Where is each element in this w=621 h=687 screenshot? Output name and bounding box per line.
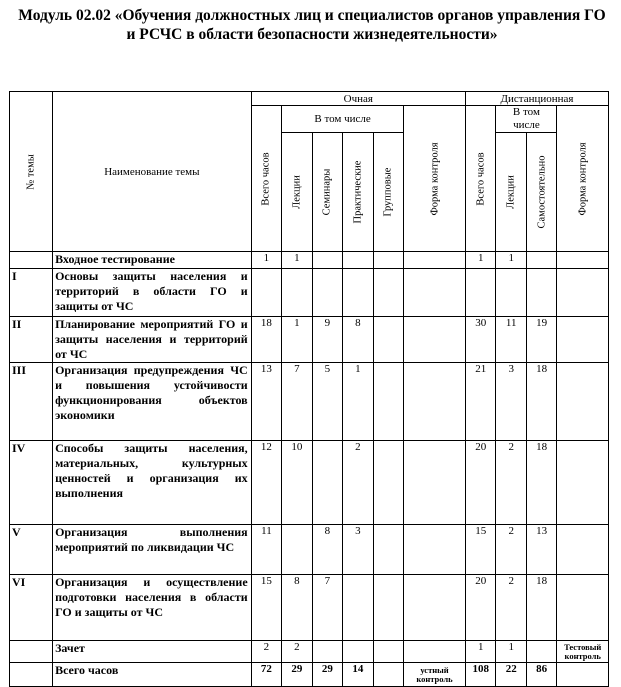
hours-cell: 20	[466, 575, 496, 641]
hours-cell: 3	[343, 525, 373, 575]
hours-cell: 1	[466, 252, 496, 269]
table-row	[10, 363, 609, 441]
including-header: В том числе	[282, 106, 404, 133]
theme-number: I	[10, 269, 53, 317]
table-row	[10, 641, 609, 663]
hours-cell	[373, 269, 403, 317]
hours-cell	[404, 575, 466, 641]
theme-name: Основы защиты населения и территорий в области ГО и защиты от ЧС	[53, 269, 252, 317]
hours-cell	[312, 269, 342, 317]
theme-number	[10, 252, 53, 269]
theme-number	[10, 641, 53, 663]
hours-cell	[526, 252, 556, 269]
theme-number: III	[10, 363, 53, 441]
hours-cell: 2	[496, 525, 526, 575]
table-row	[10, 575, 609, 641]
hours-cell: 30	[466, 317, 496, 363]
page-title: Модуль 02.02 «Обучения должностных лиц и специалистов органов управления ГО и РСЧС в области безопасности жизнедеятельности»	[18, 7, 606, 43]
hours-cell	[373, 441, 403, 525]
hours-cell	[557, 269, 609, 317]
hours-cell: 20	[466, 441, 496, 525]
hours-cell: 18	[526, 363, 556, 441]
theme-name: Способы защиты населения, материальных, культурных ценностей и организация их выполнения	[53, 441, 252, 525]
hours-cell	[343, 252, 373, 269]
hours-cell: 2	[496, 575, 526, 641]
hours-cell: 11	[496, 317, 526, 363]
hours-cell: 7	[312, 575, 342, 641]
full-time-header: Очная	[251, 92, 465, 106]
hours-cell	[526, 641, 556, 663]
including-dist-header: В том числе	[496, 106, 557, 133]
hours-cell: 3	[496, 363, 526, 441]
hours-cell: 13	[251, 363, 281, 441]
hours-cell: 29	[282, 663, 312, 687]
hours-cell	[373, 575, 403, 641]
hours-cell	[343, 575, 373, 641]
hours-cell: 2	[496, 441, 526, 525]
hours-cell: 18	[251, 317, 281, 363]
table-row	[10, 317, 609, 363]
hours-cell: 18	[526, 575, 556, 641]
hours-cell	[373, 663, 403, 687]
hours-cell	[343, 641, 373, 663]
hours-cell: 1	[282, 317, 312, 363]
hours-cell	[557, 317, 609, 363]
hours-cell	[466, 269, 496, 317]
theme-name: Входное тестирование	[53, 252, 252, 269]
hours-cell	[373, 641, 403, 663]
theme-name: Организация и осуществление подготовки населения в области ГО и защиты от ЧС	[53, 575, 252, 641]
hours-cell	[404, 269, 466, 317]
hours-cell: 5	[312, 363, 342, 441]
control-form-dist-header: Форма контроля	[557, 106, 609, 252]
table-row	[10, 269, 609, 317]
theme-name: Планирование мероприятий ГО и защиты населения и территорий от ЧС	[53, 317, 252, 363]
lectures-dist-header: Лекции	[496, 133, 526, 252]
hours-cell: 1	[466, 641, 496, 663]
hours-cell	[404, 641, 466, 663]
hours-cell: 18	[526, 441, 556, 525]
hours-cell: 1	[496, 252, 526, 269]
hours-cell: 1	[496, 641, 526, 663]
hours-cell: 1	[343, 363, 373, 441]
hours-cell: 15	[466, 525, 496, 575]
hours-cell: 15	[251, 575, 281, 641]
hours-cell	[373, 317, 403, 363]
hours-cell: 2	[251, 641, 281, 663]
hours-cell	[282, 269, 312, 317]
self-study-header: Самостоятельно	[526, 133, 556, 252]
hours-cell	[373, 525, 403, 575]
hours-cell: 72	[251, 663, 281, 687]
hours-cell: 21	[466, 363, 496, 441]
table-row	[10, 441, 609, 525]
theme-name: Организация выполнения мероприятий по ликвидации ЧС	[53, 525, 252, 575]
hours-cell: 14	[343, 663, 373, 687]
hours-cell	[312, 252, 342, 269]
hours-cell	[373, 252, 403, 269]
hours-cell: 19	[526, 317, 556, 363]
hours-cell	[557, 663, 609, 687]
num-col-header: № темы	[10, 92, 53, 252]
theme-number	[10, 663, 53, 687]
hours-cell	[404, 317, 466, 363]
hours-cell	[312, 441, 342, 525]
hours-cell: 7	[282, 363, 312, 441]
hours-cell: 8	[312, 525, 342, 575]
total-hours-header: Всего часов	[251, 106, 281, 252]
hours-cell: 12	[251, 441, 281, 525]
hours-cell: 8	[282, 575, 312, 641]
hours-cell	[312, 641, 342, 663]
hours-cell: 13	[526, 525, 556, 575]
group-header: Групповые	[373, 133, 403, 252]
hours-cell: 22	[496, 663, 526, 687]
hours-cell	[496, 269, 526, 317]
hours-cell	[373, 363, 403, 441]
hours-cell: 29	[312, 663, 342, 687]
theme-name: Всего часов	[53, 663, 252, 687]
theme-number: V	[10, 525, 53, 575]
theme-name: Зачет	[53, 641, 252, 663]
hours-cell	[404, 363, 466, 441]
table-row	[10, 525, 609, 575]
hours-cell	[557, 575, 609, 641]
hours-cell: 2	[343, 441, 373, 525]
hours-cell	[557, 252, 609, 269]
hours-cell: 8	[343, 317, 373, 363]
theme-number: II	[10, 317, 53, 363]
hours-cell	[404, 441, 466, 525]
hours-cell: 108	[466, 663, 496, 687]
hours-cell: 1	[282, 252, 312, 269]
hours-cell	[557, 441, 609, 525]
hours-cell: 1	[251, 252, 281, 269]
hours-cell	[557, 363, 609, 441]
table-row	[10, 252, 609, 269]
hours-cell: Тестовый контроль	[557, 641, 609, 663]
hours-cell	[404, 252, 466, 269]
hours-cell: 11	[251, 525, 281, 575]
hours-cell: 10	[282, 441, 312, 525]
distance-header: Дистанционная	[466, 92, 609, 106]
hours-cell: 86	[526, 663, 556, 687]
hours-cell: устный контроль	[404, 663, 466, 687]
theme-number: VI	[10, 575, 53, 641]
hours-cell	[343, 269, 373, 317]
table-row	[10, 663, 609, 687]
hours-cell	[404, 525, 466, 575]
control-form-header: Форма контроля	[404, 106, 466, 252]
total-hours-dist-header: Всего часов	[466, 106, 496, 252]
theme-number: IV	[10, 441, 53, 525]
hours-cell: 9	[312, 317, 342, 363]
curriculum-table	[9, 91, 609, 687]
hours-cell: 2	[282, 641, 312, 663]
lectures-header: Лекции	[282, 133, 312, 252]
hours-cell	[282, 525, 312, 575]
hours-cell	[251, 269, 281, 317]
theme-name: Организация предупреждения ЧС и повышения устойчивости функционирования объектов экономики	[53, 363, 252, 441]
seminars-header: Семинары	[312, 133, 342, 252]
hours-cell	[526, 269, 556, 317]
name-col-header: Наименование темы	[53, 92, 252, 252]
hours-cell	[557, 525, 609, 575]
practical-header: Практические	[343, 133, 373, 252]
